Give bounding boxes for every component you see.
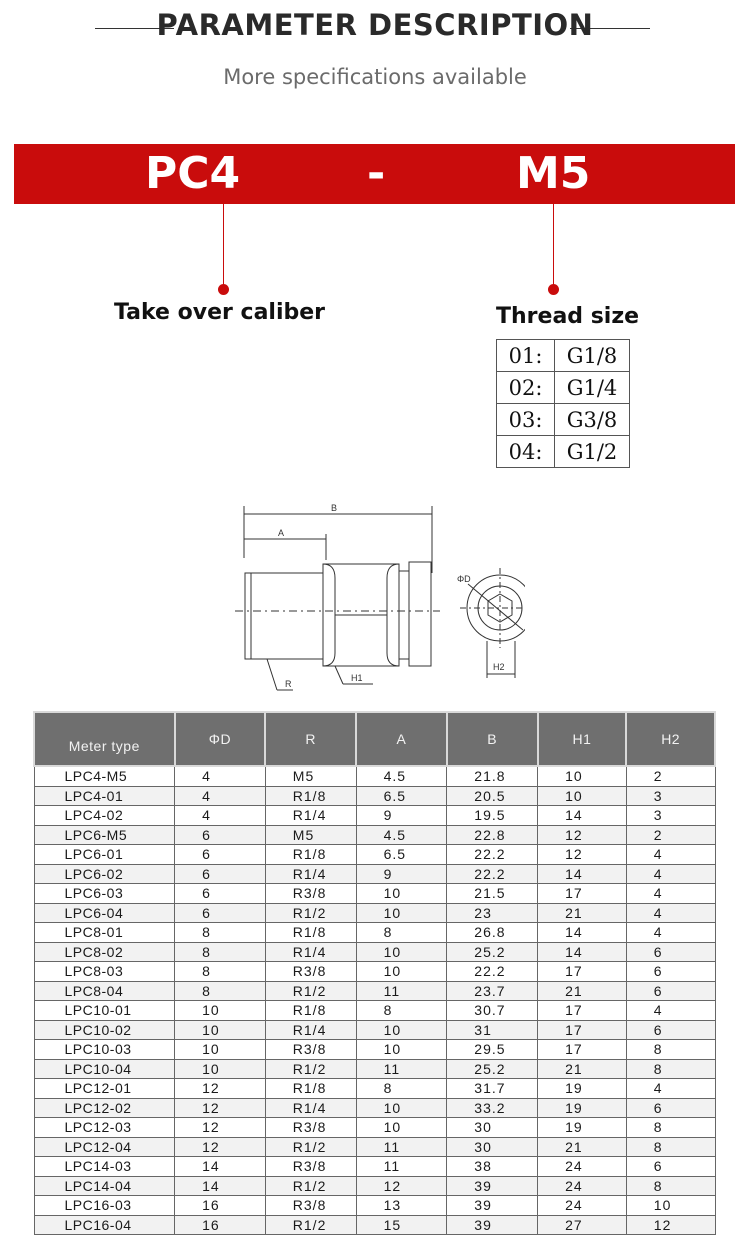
thread-code: 01:: [497, 340, 555, 372]
cell-b: 30: [447, 1137, 538, 1157]
cell-h1: 24: [538, 1157, 627, 1177]
table-row: [34, 806, 715, 826]
cell-d: 12: [175, 1137, 266, 1157]
table-row: [34, 1098, 715, 1118]
cell-h1: 12: [538, 845, 627, 865]
cell-a: 11: [356, 1059, 447, 1079]
cell-b: 25.2: [447, 1059, 538, 1079]
thread-code: 04:: [497, 436, 555, 468]
cell-r: M5: [265, 825, 356, 845]
table-row: [34, 786, 715, 806]
fitting-drawing: [225, 498, 525, 698]
cell-b: 22.2: [447, 864, 538, 884]
cell-r: R1/8: [265, 786, 356, 806]
table-row: [34, 903, 715, 923]
cell-h2: 8: [626, 1040, 715, 1060]
cell-h2: 12: [626, 1215, 715, 1235]
dim-label-r: R: [285, 679, 292, 689]
table-row: [34, 884, 715, 904]
table-row: [34, 1157, 715, 1177]
cell-h2: 2: [626, 766, 715, 786]
thread-value: G1/2: [555, 436, 630, 468]
cell-h1: 17: [538, 962, 627, 982]
collar: [399, 571, 409, 659]
cell-r: R1/2: [265, 903, 356, 923]
cell-d: 6: [175, 864, 266, 884]
dim-label-d: ΦD: [457, 574, 471, 584]
cell-d: 12: [175, 1079, 266, 1099]
cell-meter-type: LPC12-01: [34, 1079, 175, 1099]
cell-r: R1/2: [265, 1059, 356, 1079]
cell-r: R1/2: [265, 1176, 356, 1196]
thread-row: [497, 436, 630, 468]
leader-line-right: [553, 204, 554, 286]
cell-h2: 6: [626, 942, 715, 962]
cell-b: 31.7: [447, 1079, 538, 1099]
hex-face: [387, 564, 399, 666]
cell-a: 8: [356, 923, 447, 943]
cell-a: 6.5: [356, 786, 447, 806]
thread-code: 02:: [497, 372, 555, 404]
cell-b: 25.2: [447, 942, 538, 962]
cell-h2: 4: [626, 903, 715, 923]
cell-h2: 3: [626, 786, 715, 806]
cell-h1: 21: [538, 903, 627, 923]
cell-meter-type: LPC8-04: [34, 981, 175, 1001]
cell-h1: 17: [538, 1020, 627, 1040]
cell-h1: 17: [538, 1001, 627, 1021]
cell-r: R1/4: [265, 806, 356, 826]
label-thread-size: Thread size: [496, 304, 640, 329]
col-header-r: R: [265, 712, 356, 766]
thread-row: [497, 372, 630, 404]
cell-h2: 10: [626, 1196, 715, 1216]
banner-part-caliber: PC4: [145, 148, 241, 199]
cell-a: 10: [356, 1118, 447, 1138]
cell-a: 4.5: [356, 825, 447, 845]
banner-part-thread: M5: [516, 148, 591, 199]
table-row: [34, 962, 715, 982]
table-row: [34, 1118, 715, 1138]
cell-r: R1/8: [265, 845, 356, 865]
cell-h1: 19: [538, 1118, 627, 1138]
thread-row: [497, 404, 630, 436]
cell-d: 6: [175, 903, 266, 923]
spec-header-row: [34, 712, 715, 766]
cell-h2: 4: [626, 1001, 715, 1021]
cell-r: R3/8: [265, 962, 356, 982]
col-header-a: A: [356, 712, 447, 766]
cell-b: 29.5: [447, 1040, 538, 1060]
cell-d: 8: [175, 942, 266, 962]
cell-h1: 19: [538, 1098, 627, 1118]
dim-d: [468, 584, 523, 630]
cell-d: 12: [175, 1098, 266, 1118]
cell-a: 10: [356, 1020, 447, 1040]
cell-h1: 10: [538, 786, 627, 806]
table-row: [34, 864, 715, 884]
thread-size-table: [496, 339, 630, 468]
leader-dot-left: [218, 284, 229, 295]
cell-meter-type: LPC8-02: [34, 942, 175, 962]
cell-meter-type: LPC10-03: [34, 1040, 175, 1060]
cell-meter-type: LPC4-02: [34, 806, 175, 826]
cell-h2: 6: [626, 981, 715, 1001]
cell-h1: 12: [538, 825, 627, 845]
cell-d: 16: [175, 1196, 266, 1216]
cell-r: R1/8: [265, 1079, 356, 1099]
label-take-over-caliber: Take over caliber: [114, 300, 326, 325]
table-row: [34, 1196, 715, 1216]
cell-a: 15: [356, 1215, 447, 1235]
cell-meter-type: LPC14-04: [34, 1176, 175, 1196]
table-row: [34, 1215, 715, 1235]
table-row: [34, 845, 715, 865]
cell-r: R1/4: [265, 1020, 356, 1040]
col-header-meter-type: Meter type: [34, 712, 175, 766]
cell-a: 8: [356, 1079, 447, 1099]
leader-line-left: [223, 204, 224, 286]
cell-b: 39: [447, 1215, 538, 1235]
cell-a: 4.5: [356, 766, 447, 786]
cell-r: R3/8: [265, 1157, 356, 1177]
leader-h1: [335, 666, 343, 684]
cell-r: R1/4: [265, 1098, 356, 1118]
cell-meter-type: LPC12-04: [34, 1137, 175, 1157]
cell-b: 20.5: [447, 786, 538, 806]
cell-r: R3/8: [265, 1196, 356, 1216]
cell-h2: 6: [626, 1157, 715, 1177]
cell-h1: 14: [538, 942, 627, 962]
col-header-b: B: [447, 712, 538, 766]
cell-h1: 24: [538, 1176, 627, 1196]
cell-r: R1/4: [265, 864, 356, 884]
cell-h1: 21: [538, 981, 627, 1001]
spec-table-body: [34, 766, 715, 1235]
thread-row: [497, 340, 630, 372]
cell-meter-type: LPC8-01: [34, 923, 175, 943]
cell-a: 11: [356, 1157, 447, 1177]
col-header-h2: H2: [626, 712, 715, 766]
cell-d: 10: [175, 1001, 266, 1021]
banner-dash: -: [367, 148, 386, 199]
cell-d: 14: [175, 1176, 266, 1196]
cell-h2: 8: [626, 1059, 715, 1079]
cell-meter-type: LPC6-03: [34, 884, 175, 904]
cell-d: 14: [175, 1157, 266, 1177]
hex-face: [323, 564, 335, 666]
cell-h2: 6: [626, 1020, 715, 1040]
page-subtitle: More specifications available: [223, 65, 527, 89]
table-row: [34, 1137, 715, 1157]
cell-b: 26.8: [447, 923, 538, 943]
col-header-d: ΦD: [175, 712, 266, 766]
cell-r: R1/2: [265, 1137, 356, 1157]
table-row: [34, 825, 715, 845]
cell-meter-type: LPC14-03: [34, 1157, 175, 1177]
table-row: [34, 1040, 715, 1060]
cell-h1: 14: [538, 923, 627, 943]
cell-d: 4: [175, 786, 266, 806]
cell-r: R3/8: [265, 1118, 356, 1138]
cell-a: 9: [356, 806, 447, 826]
cell-h1: 27: [538, 1215, 627, 1235]
release-ring: [409, 562, 431, 666]
cell-h1: 14: [538, 864, 627, 884]
cell-a: 9: [356, 864, 447, 884]
cell-meter-type: LPC4-01: [34, 786, 175, 806]
cell-meter-type: LPC6-01: [34, 845, 175, 865]
table-row: [34, 923, 715, 943]
cell-a: 10: [356, 884, 447, 904]
cell-d: 10: [175, 1020, 266, 1040]
cell-d: 6: [175, 825, 266, 845]
cell-h2: 6: [626, 962, 715, 982]
cell-h2: 8: [626, 1118, 715, 1138]
cell-d: 4: [175, 766, 266, 786]
thread-body: [245, 573, 323, 659]
cell-b: 23.7: [447, 981, 538, 1001]
cell-b: 33.2: [447, 1098, 538, 1118]
cell-d: 8: [175, 981, 266, 1001]
cell-h2: 2: [626, 825, 715, 845]
thread-value: G1/4: [555, 372, 630, 404]
cell-meter-type: LPC12-03: [34, 1118, 175, 1138]
cell-h2: 8: [626, 1137, 715, 1157]
thread-code: 03:: [497, 404, 555, 436]
cell-b: 31: [447, 1020, 538, 1040]
cell-b: 19.5: [447, 806, 538, 826]
cell-r: R3/8: [265, 884, 356, 904]
cell-meter-type: LPC4-M5: [34, 766, 175, 786]
cell-meter-type: LPC6-M5: [34, 825, 175, 845]
cell-meter-type: LPC6-04: [34, 903, 175, 923]
cell-meter-type: LPC16-04: [34, 1215, 175, 1235]
cell-b: 38: [447, 1157, 538, 1177]
cell-h2: 6: [626, 1098, 715, 1118]
cell-d: 8: [175, 923, 266, 943]
cell-b: 21.5: [447, 884, 538, 904]
cell-h1: 21: [538, 1137, 627, 1157]
cell-d: 6: [175, 845, 266, 865]
cell-b: 23: [447, 903, 538, 923]
cell-meter-type: LPC8-03: [34, 962, 175, 982]
cell-b: 39: [447, 1196, 538, 1216]
cell-r: M5: [265, 766, 356, 786]
cell-a: 10: [356, 903, 447, 923]
cell-meter-type: LPC10-02: [34, 1020, 175, 1040]
table-row: [34, 1079, 715, 1099]
dim-label-h2: H2: [493, 662, 505, 672]
cell-h2: 4: [626, 923, 715, 943]
cell-h2: 4: [626, 845, 715, 865]
cell-meter-type: LPC10-01: [34, 1001, 175, 1021]
cell-h1: 24: [538, 1196, 627, 1216]
cell-r: R1/2: [265, 981, 356, 1001]
cell-h1: 17: [538, 884, 627, 904]
table-row: [34, 1176, 715, 1196]
thread-value: G3/8: [555, 404, 630, 436]
cell-r: R1/4: [265, 942, 356, 962]
cell-h2: 3: [626, 806, 715, 826]
cell-h1: 14: [538, 806, 627, 826]
cell-d: 8: [175, 962, 266, 982]
cell-h1: 19: [538, 1079, 627, 1099]
cell-a: 10: [356, 942, 447, 962]
cell-meter-type: LPC6-02: [34, 864, 175, 884]
leader-dot-right: [548, 284, 559, 295]
dim-label-a: A: [278, 528, 285, 538]
dim-label-b: B: [331, 503, 338, 513]
table-row: [34, 1020, 715, 1040]
cell-d: 10: [175, 1040, 266, 1060]
cell-a: 8: [356, 1001, 447, 1021]
cell-meter-type: LPC16-03: [34, 1196, 175, 1216]
cell-meter-type: LPC10-04: [34, 1059, 175, 1079]
cell-b: 21.8: [447, 766, 538, 786]
cell-h1: 10: [538, 766, 627, 786]
cell-h2: 4: [626, 884, 715, 904]
cell-meter-type: LPC12-02: [34, 1098, 175, 1118]
cell-a: 10: [356, 962, 447, 982]
dim-label-h1: H1: [351, 673, 363, 683]
cell-b: 22.2: [447, 845, 538, 865]
table-row: [34, 942, 715, 962]
cell-d: 4: [175, 806, 266, 826]
cell-r: R1/2: [265, 1215, 356, 1235]
cell-h1: 21: [538, 1059, 627, 1079]
cell-h1: 17: [538, 1040, 627, 1060]
table-row: [34, 981, 715, 1001]
leader-r: [267, 659, 277, 690]
cell-a: 10: [356, 1040, 447, 1060]
cell-b: 30: [447, 1118, 538, 1138]
cell-a: 10: [356, 1098, 447, 1118]
cell-a: 13: [356, 1196, 447, 1216]
spec-table: [33, 711, 716, 1235]
cell-r: R1/8: [265, 923, 356, 943]
cell-b: 22.8: [447, 825, 538, 845]
cell-h2: 4: [626, 1079, 715, 1099]
page-title: PARAMETER DESCRIPTION: [156, 8, 594, 42]
cell-a: 6.5: [356, 845, 447, 865]
cell-d: 12: [175, 1118, 266, 1138]
cell-a: 11: [356, 1137, 447, 1157]
table-row: [34, 1001, 715, 1021]
cell-d: 10: [175, 1059, 266, 1079]
thread-value: G1/8: [555, 340, 630, 372]
cell-h2: 8: [626, 1176, 715, 1196]
cell-r: R3/8: [265, 1040, 356, 1060]
cell-h2: 4: [626, 864, 715, 884]
model-code-banner: [14, 144, 735, 204]
cell-b: 30.7: [447, 1001, 538, 1021]
table-row: [34, 1059, 715, 1079]
cell-a: 12: [356, 1176, 447, 1196]
col-header-h1: H1: [538, 712, 627, 766]
cell-b: 22.2: [447, 962, 538, 982]
cell-r: R1/8: [265, 1001, 356, 1021]
table-row: [34, 766, 715, 786]
cell-d: 16: [175, 1215, 266, 1235]
cell-b: 39: [447, 1176, 538, 1196]
cell-a: 11: [356, 981, 447, 1001]
cell-d: 6: [175, 884, 266, 904]
